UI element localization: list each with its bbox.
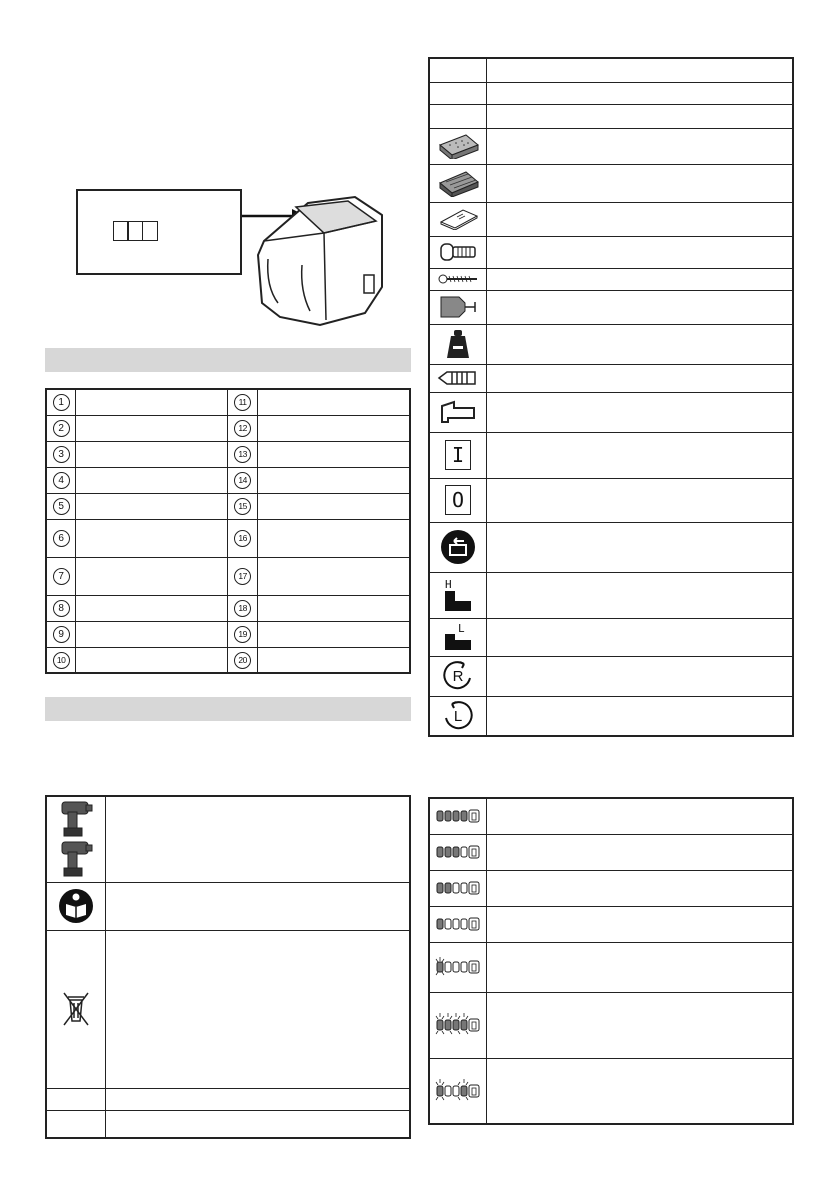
part-number-badge: 13 bbox=[234, 446, 251, 463]
part-number-badge: 19 bbox=[234, 626, 251, 643]
weight-icon bbox=[445, 328, 471, 360]
tile-icon bbox=[436, 169, 480, 197]
rotation-letter: L bbox=[453, 707, 463, 725]
table-row bbox=[429, 58, 793, 82]
table-row bbox=[429, 324, 793, 364]
table-row bbox=[46, 415, 410, 441]
read-manual-icon bbox=[58, 888, 94, 924]
drill-driver-icon bbox=[58, 798, 94, 880]
table-row bbox=[46, 493, 410, 519]
battery-remove-icon bbox=[440, 529, 476, 565]
battery-2-bars-icon bbox=[435, 880, 481, 896]
battery-text bbox=[487, 870, 794, 906]
symbol-text bbox=[487, 478, 794, 522]
low-speed-icon bbox=[441, 622, 475, 652]
table-row bbox=[46, 647, 410, 673]
part-name bbox=[257, 595, 410, 621]
part-name bbox=[257, 441, 410, 467]
battery-3-bars-icon bbox=[435, 844, 481, 860]
battery-text bbox=[487, 1058, 794, 1124]
rotation-right-icon bbox=[442, 660, 474, 692]
part-number-badge: 12 bbox=[234, 420, 251, 437]
symbol-text bbox=[487, 164, 794, 202]
table-row bbox=[429, 268, 793, 290]
table-row bbox=[46, 796, 410, 882]
date-code-cells bbox=[114, 221, 158, 241]
symbol-icon-cell bbox=[429, 58, 487, 82]
symbol-text bbox=[487, 290, 794, 324]
symbol-text bbox=[487, 58, 794, 82]
part-number-badge: 9 bbox=[53, 626, 70, 643]
battery-indicator-table bbox=[428, 797, 794, 1125]
symbol-text bbox=[487, 656, 794, 696]
battery-text bbox=[487, 992, 794, 1058]
table-row bbox=[429, 618, 793, 656]
battery-all-flashing-icon bbox=[435, 1012, 481, 1038]
symbol-text bbox=[487, 128, 794, 164]
legend-text bbox=[106, 930, 411, 1088]
part-name bbox=[257, 647, 410, 673]
part-number-badge: 6 bbox=[53, 530, 70, 547]
crossed-out-bin-icon bbox=[61, 989, 91, 1029]
legend-text bbox=[106, 882, 411, 930]
brick-icon bbox=[436, 133, 480, 159]
part-number-badge: 1 bbox=[53, 394, 70, 411]
symbol-text bbox=[487, 236, 794, 268]
table-row bbox=[429, 364, 793, 392]
part-number-badge: 3 bbox=[53, 446, 70, 463]
code-cell bbox=[142, 221, 158, 241]
part-number-badge: 14 bbox=[234, 472, 251, 489]
part-name bbox=[257, 389, 410, 415]
battery-1-bar-flashing-icon bbox=[435, 955, 481, 979]
table-row bbox=[46, 595, 410, 621]
table-row bbox=[429, 164, 793, 202]
part-number-badge: 4 bbox=[53, 472, 70, 489]
part-name bbox=[257, 467, 410, 493]
battery-text bbox=[487, 906, 794, 942]
symbol-text bbox=[487, 522, 794, 572]
part-name bbox=[76, 595, 228, 621]
part-number-badge: 16 bbox=[234, 530, 251, 547]
table-row bbox=[46, 882, 410, 930]
part-name bbox=[76, 493, 228, 519]
torque-clutch-icon bbox=[437, 370, 479, 386]
part-number-badge: 2 bbox=[53, 420, 70, 437]
legend-icon-cell bbox=[46, 1110, 106, 1138]
part-number-badge: 18 bbox=[234, 600, 251, 617]
sheet-metal-icon bbox=[437, 208, 479, 230]
wood-screw-icon bbox=[437, 274, 479, 284]
table-row bbox=[429, 656, 793, 696]
table-row bbox=[429, 798, 793, 834]
part-number-badge: 11 bbox=[234, 394, 251, 411]
part-number-badge: 20 bbox=[234, 652, 251, 669]
table-row bbox=[429, 834, 793, 870]
parts-section-heading bbox=[45, 348, 411, 372]
table-row bbox=[429, 696, 793, 736]
part-name bbox=[76, 467, 228, 493]
symbol-text bbox=[487, 696, 794, 736]
parts-list-table bbox=[45, 388, 411, 674]
part-name bbox=[76, 647, 228, 673]
symbol-text bbox=[487, 572, 794, 618]
legend-text bbox=[106, 796, 411, 882]
table-row bbox=[46, 441, 410, 467]
battery-alternate-flashing-icon bbox=[435, 1078, 481, 1104]
part-name bbox=[76, 441, 228, 467]
part-name bbox=[257, 493, 410, 519]
table-row bbox=[429, 522, 793, 572]
table-row bbox=[429, 906, 793, 942]
symbol-text bbox=[487, 392, 794, 432]
symbol-text bbox=[487, 324, 794, 364]
symbol-text bbox=[487, 82, 794, 104]
battery-text bbox=[487, 798, 794, 834]
part-number-badge: 7 bbox=[53, 568, 70, 585]
table-row bbox=[429, 202, 793, 236]
table-row bbox=[429, 392, 793, 432]
battery-1-bar-icon bbox=[435, 916, 481, 932]
label-callout-box bbox=[76, 189, 242, 275]
table-row bbox=[429, 432, 793, 478]
battery-4-bars-icon bbox=[435, 808, 481, 824]
table-row bbox=[46, 621, 410, 647]
table-row bbox=[429, 1058, 793, 1124]
battery-text bbox=[487, 834, 794, 870]
table-row bbox=[46, 519, 410, 557]
table-row bbox=[429, 992, 793, 1058]
part-number-badge: 5 bbox=[53, 498, 70, 515]
part-number-badge: 15 bbox=[234, 498, 251, 515]
part-number-badge: 17 bbox=[234, 568, 251, 585]
table-row bbox=[429, 870, 793, 906]
part-name bbox=[76, 519, 228, 557]
rotation-letter: R bbox=[452, 668, 464, 685]
table-row bbox=[429, 128, 793, 164]
legend-icon-cell bbox=[46, 1088, 106, 1110]
symbol-text bbox=[487, 432, 794, 478]
part-name bbox=[76, 621, 228, 647]
symbol-table bbox=[428, 57, 794, 737]
speed-letter: L bbox=[458, 622, 465, 635]
part-name bbox=[257, 557, 410, 595]
symbol-text bbox=[487, 268, 794, 290]
table-row bbox=[429, 104, 793, 128]
part-name bbox=[76, 389, 228, 415]
table-row bbox=[46, 1110, 410, 1138]
legend-text bbox=[106, 1110, 411, 1138]
part-name bbox=[257, 621, 410, 647]
symbol-icon-cell bbox=[429, 104, 487, 128]
battery-pack-illustration bbox=[240, 185, 390, 330]
part-name bbox=[76, 557, 228, 595]
hammer-mode-icon bbox=[438, 398, 478, 426]
symbol-text bbox=[487, 202, 794, 236]
bolt-icon bbox=[437, 242, 479, 262]
part-number-badge: 10 bbox=[53, 652, 70, 669]
table-row bbox=[429, 942, 793, 992]
symbols-section-heading bbox=[45, 697, 411, 721]
table-row bbox=[46, 467, 410, 493]
table-row bbox=[46, 389, 410, 415]
symbol-text bbox=[487, 364, 794, 392]
battery-text bbox=[487, 942, 794, 992]
part-number-badge: 8 bbox=[53, 600, 70, 617]
table-row bbox=[429, 478, 793, 522]
chuck-icon bbox=[437, 294, 479, 320]
power-off-icon: O bbox=[445, 485, 471, 515]
part-name bbox=[257, 519, 410, 557]
table-row bbox=[429, 82, 793, 104]
symbol-text bbox=[487, 618, 794, 656]
legend-table bbox=[45, 795, 411, 1139]
symbol-text bbox=[487, 104, 794, 128]
speed-letter: H bbox=[445, 578, 452, 591]
part-name bbox=[257, 415, 410, 441]
table-row bbox=[46, 1088, 410, 1110]
table-row bbox=[46, 930, 410, 1088]
symbol-icon-cell bbox=[429, 82, 487, 104]
power-on-icon: I bbox=[445, 440, 471, 470]
rotation-left-icon bbox=[442, 700, 474, 732]
table-row bbox=[429, 236, 793, 268]
legend-text bbox=[106, 1088, 411, 1110]
part-name bbox=[76, 415, 228, 441]
table-row bbox=[429, 290, 793, 324]
table-row bbox=[429, 572, 793, 618]
high-speed-icon bbox=[441, 577, 475, 613]
table-row bbox=[46, 557, 410, 595]
